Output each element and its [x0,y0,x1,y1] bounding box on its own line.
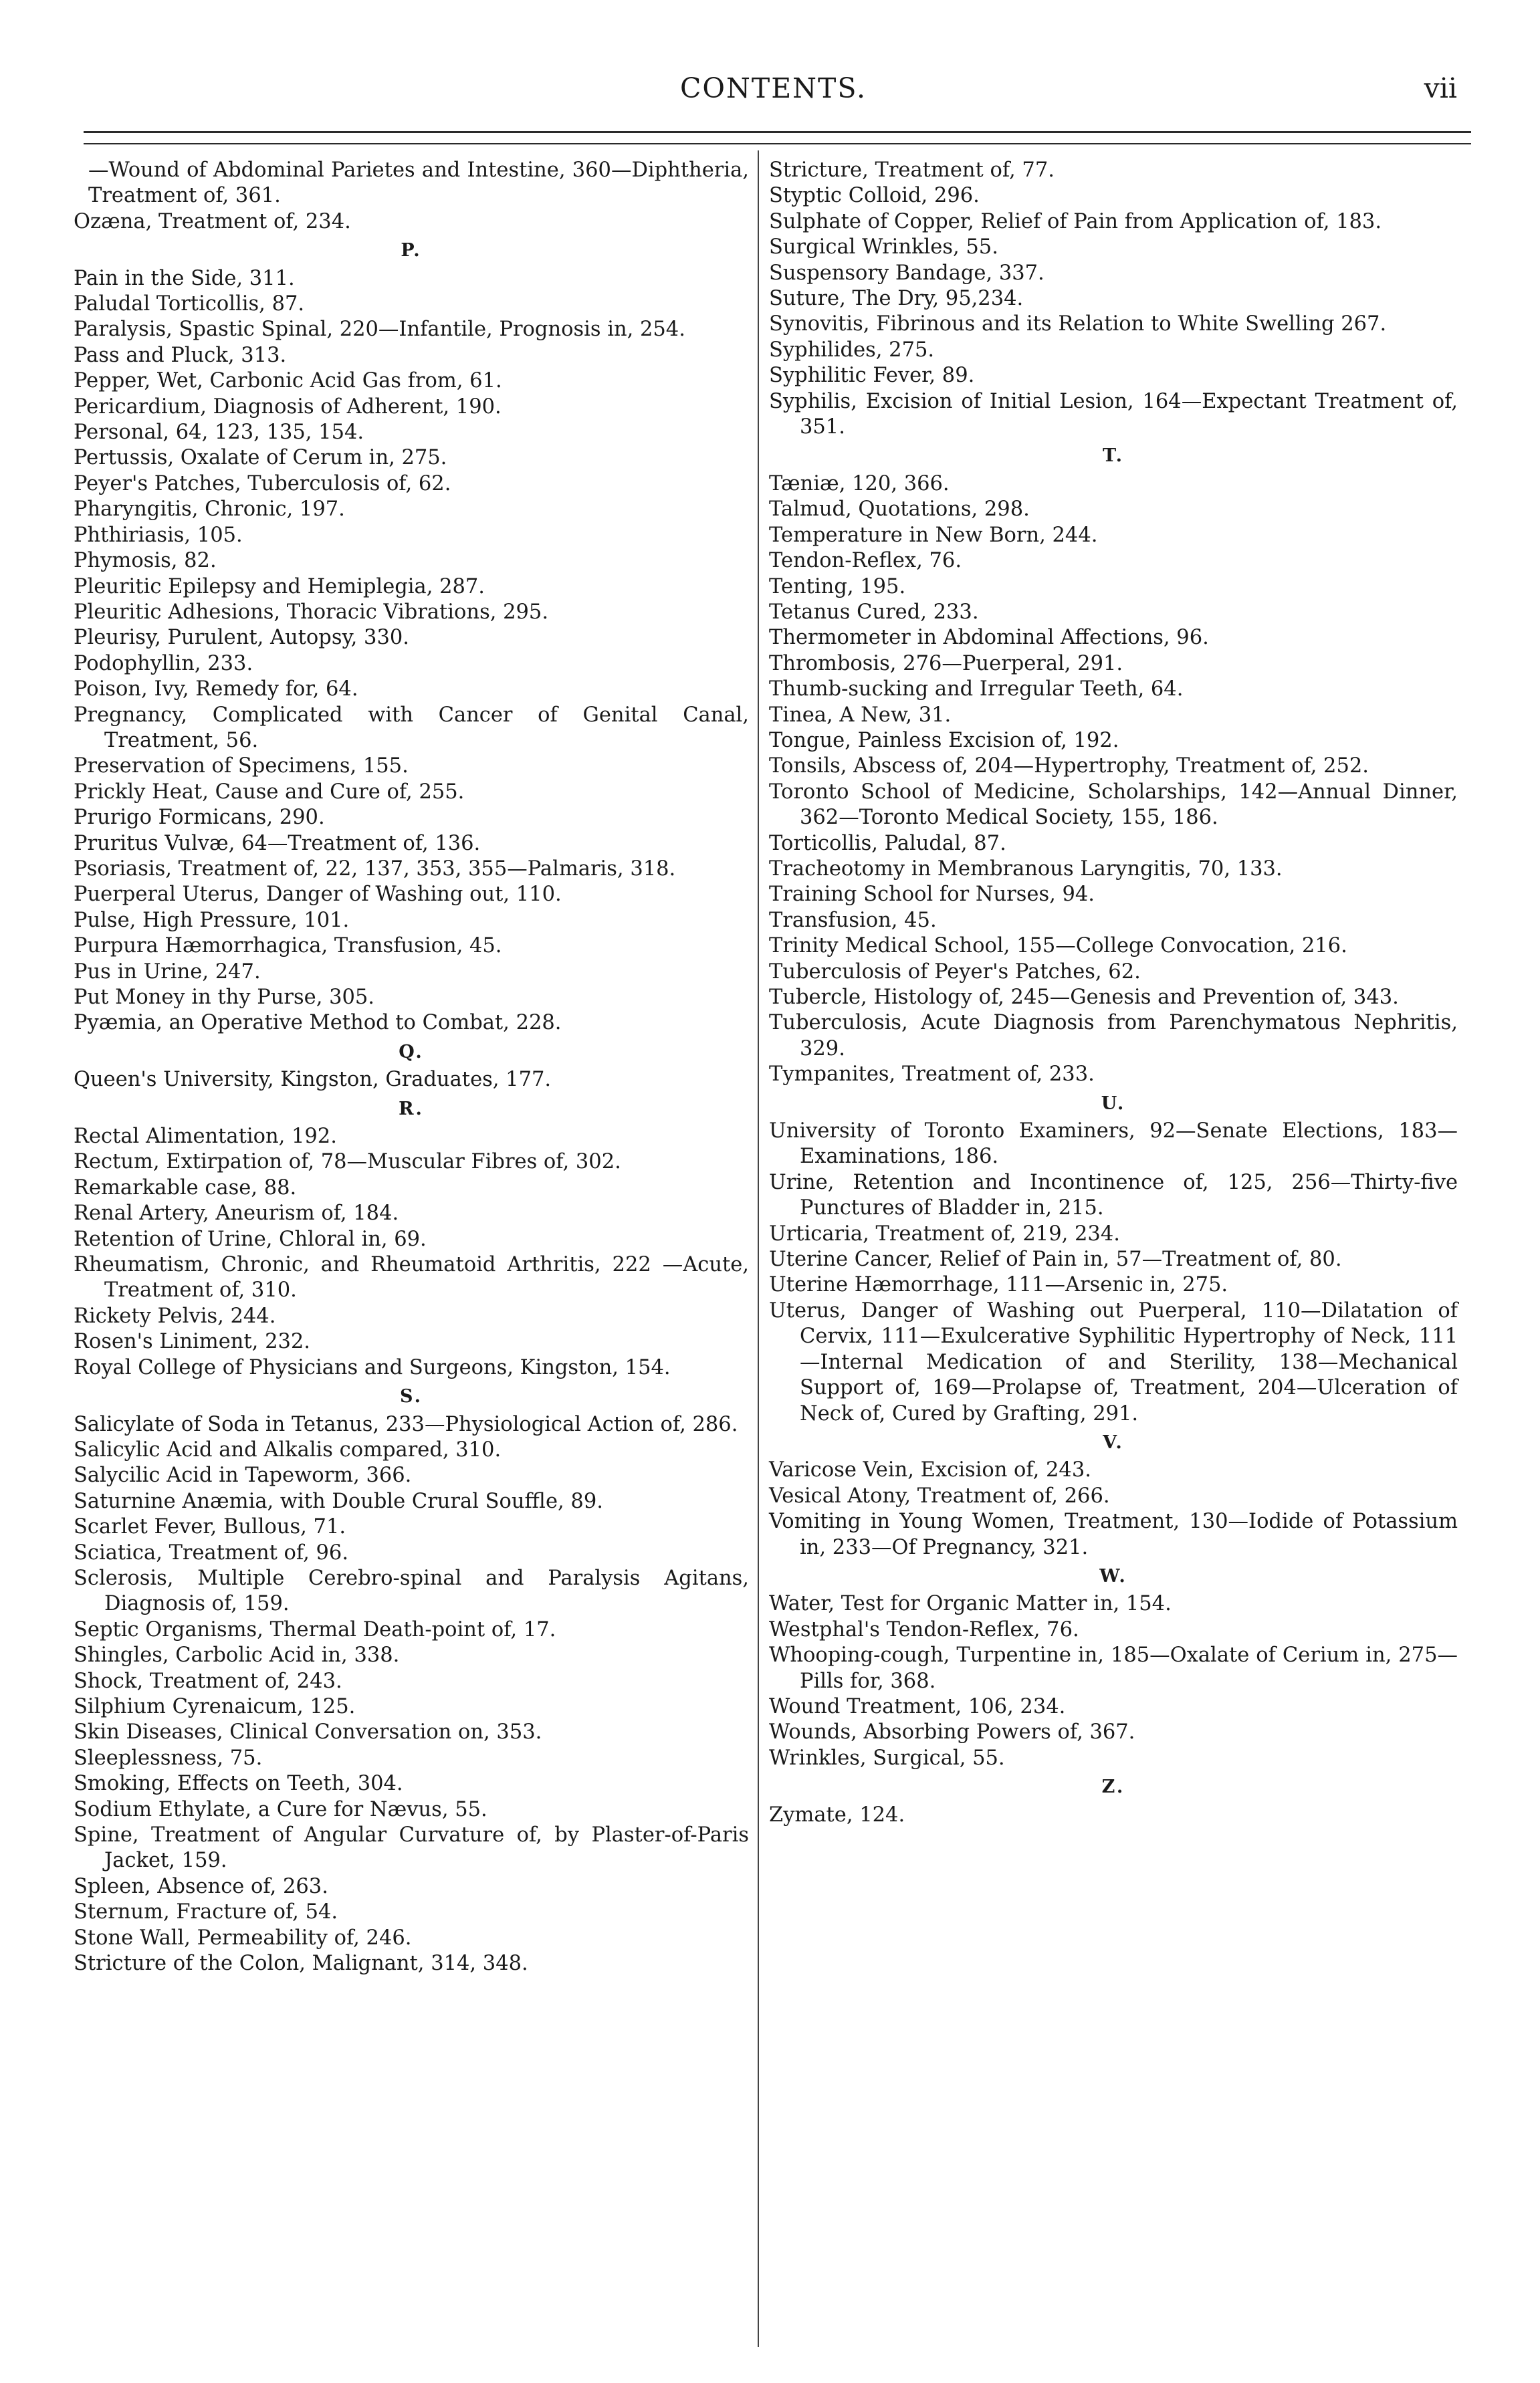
section-letter: S. [400,1386,423,1407]
index-entry: Spine, Treatment of Angular Curvature of, by Plaster-of-Paris Jacket, 159. [74,1823,749,1873]
index-entry: Poison, Ivy, Remedy for, 64. [74,677,358,701]
index-entry: Septic Organisms, Thermal Death-point of, 17. [74,1617,556,1641]
index-entry: Uterine Hæmorrhage, 111—Arsenic in, 275. [769,1273,1228,1297]
index-entry: Ozæna, Treatment of, 234. [74,209,351,233]
index-entry: Salicylate of Soda in Tetanus, 233—Physiological Action of, 286. [74,1412,738,1436]
index-entry: Spleen, Absence of, 263. [74,1874,328,1898]
running-head [80,67,1466,114]
index-entry: Temperature in New Born, 244. [769,523,1098,547]
index-entry: Purpura Hæmorrhagica, Transfusion, 45. [74,934,502,958]
index-entry: Thumb-sucking and Irregular Teeth, 64. [769,677,1184,701]
index-entry: Tendon-Reflex, 76. [769,549,962,573]
index-entry: Pericardium, Diagnosis of Adherent, 190. [74,394,502,419]
index-entry: Syphilis, Excision of Initial Lesion, 164—Expectant Treatment of, 351. [769,389,1458,439]
index-entry: Preservation of Specimens, 155. [74,754,409,778]
header-rule-thin [84,143,1471,144]
index-entry: Prickly Heat, Cause and Cure of, 255. [74,780,465,804]
index-entry: Rosen's Liniment, 232. [74,1330,310,1354]
index-entry: Training School for Nurses, 94. [769,883,1095,907]
index-entry: Pharyngitis, Chronic, 197. [74,497,345,522]
index-entry: Remarkable case, 88. [74,1175,297,1200]
index-entry: Pleuritic Adhesions, Thoracic Vibrations, 295. [74,600,549,624]
index-entry: Tympanites, Treatment of, 233. [769,1062,1095,1087]
index-entry: Prurigo Formicans, 290. [74,806,325,830]
index-entry: Pruritus Vulvæ, 64—Treatment of, 136. [74,831,481,855]
index-entry: Put Money in thy Purse, 305. [74,986,374,1009]
index-entry: Sleeplessness, 75. [74,1746,263,1770]
index-entry: Stone Wall, Permeability of, 246. [74,1926,412,1950]
index-entry: Renal Artery, Aneurism of, 184. [74,1202,399,1226]
index-entry: Shock, Treatment of, 243. [74,1669,342,1693]
index-entry: Styptic Colloid, 296. [769,184,980,208]
column-divider [758,150,759,2347]
index-entry: Urticaria, Treatment of, 219, 234. [769,1222,1120,1246]
index-entry: Shingles, Carbolic Acid in, 338. [74,1643,400,1668]
section-letter: T. [1102,445,1124,467]
index-entry: Wrinkles, Surgical, 55. [769,1746,1005,1770]
index-entry: Thermometer in Abdominal Affections, 96. [769,626,1209,650]
index-entry: Westphal's Tendon-Reflex, 76. [769,1617,1079,1641]
index-entry: Urine, Retention and Incontinence of, 125, 256—Thirty-five Punctures of Bladder in, 215. [769,1170,1458,1220]
index-entry: Pass and Pluck, 313. [74,343,287,367]
index-entry: Queen's University, Kingston, Graduates, 177. [74,1068,552,1092]
index-entry: Salycilic Acid in Tapeworm, 366. [74,1464,412,1488]
index-entry: Personal, 64, 123, 135, 154. [74,421,364,445]
index-entry: Sternum, Fracture of, 54. [74,1900,338,1924]
section-letter: Z. [1101,1777,1125,1798]
index-entry: Water, Test for Organic Matter in, 154. [769,1592,1172,1616]
index-entry: Vesical Atony, Treatment of, 266. [769,1484,1110,1508]
index-entry: Stricture, Treatment of, 77. [769,158,1055,182]
index-entry: Rectum, Extirpation of, 78—Muscular Fibres of, 302. [74,1150,621,1174]
index-entry: Trinity Medical School, 155—College Convocation, 216. [769,934,1347,958]
index-entry: Rheumatism, Chronic, and Rheumatoid Arthritis, 222 —Acute, Treatment of, 310. [74,1253,749,1302]
page-title: CONTENTS. [679,72,867,104]
index-entry: Whooping-cough, Turpentine in, 185—Oxalate of Cerium in, 275—Pills for, 368. [769,1643,1458,1693]
index-entry: Surgical Wrinkles, 55. [769,235,998,259]
index-entry: Sclerosis, Multiple Cerebro-spinal and Paralysis Agitans, Diagnosis of, 159. [74,1566,749,1616]
index-entry: Psoriasis, Treatment of, 22, 137, 353, 355—Palmaris, 318. [74,857,676,881]
index-entry: Puerperal Uterus, Danger of Washing out, 110. [74,883,562,907]
index-entry: Pyæmia, an Operative Method to Combat, 228. [74,1011,562,1035]
section-letter: P. [401,240,422,261]
index-entry: Pain in the Side, 311. [74,266,295,290]
index-entry: Saturnine Anæmia, with Double Crural Souffle, 89. [74,1489,603,1513]
section-letter: V. [1103,1432,1124,1453]
index-entry: Tæniæ, 120, 366. [769,471,950,495]
index-entry: Tonsils, Abscess of, 204—Hypertrophy, Treatment of, 252. [769,754,1369,778]
index-entry: Podophyllin, 233. [74,651,253,675]
index-entry: Smoking, Effects on Teeth, 304. [74,1772,403,1796]
index-entry: Pleuritic Epilepsy and Hemiplegia, 287. [74,574,485,598]
index-entry: Wound Treatment, 106, 234. [769,1694,1066,1718]
index-entry: Paludal Torticollis, 87. [74,292,305,316]
index-entry: Suture, The Dry, 95,234. [769,287,1024,311]
section-letter: R. [399,1098,424,1119]
index-entry: Paralysis, Spastic Spinal, 220—Infantile, Prognosis in, 254. [74,318,685,342]
index-entry: Talmud, Quotations, 298. [769,497,1030,522]
index-entry: Tenting, 195. [769,574,906,598]
index-entry: Tubercle, Histology of, 245—Genesis and Prevention of, 343. [769,986,1399,1009]
index-entry: Syphilitic Fever, 89. [769,364,975,388]
index-entry: Salicylic Acid and Alkalis compared, 310. [74,1438,502,1462]
index-entry: Suspensory Bandage, 337. [769,261,1044,285]
section-letter: Q. [399,1041,424,1062]
index-entry: Uterus, Danger of Washing out Puerperal, 110—Dilatation of Cervix, 111—Exulcerative Syphilitic Hypertrophy of Neck, 111—Internal Medication of and Sterility, 138—Mechanical Support of, 169—Prolapse of, Treatment, 204—Ulceration of Neck of, Cured by Grafting, 291. [769,1298,1458,1426]
index-entry: Tinea, A New, 31. [769,703,952,727]
index-entry: Skin Diseases, Clinical Conversation on, 353. [74,1720,542,1744]
page-number: vii [1424,72,1457,104]
index-entry: Synovitis, Fibrinous and its Relation to White Swelling 267. [769,312,1387,336]
section-letter: W. [1099,1565,1127,1587]
index-entry: Pulse, High Pressure, 101. [74,908,350,932]
index-entry: Uterine Cancer, Relief of Pain in, 57—Treatment of, 80. [769,1248,1342,1272]
index-entry: Toronto School of Medicine, Scholarships, 142—Annual Dinner, 362—Toronto Medical Society, 155, 186. [769,780,1458,830]
index-entry: Peyer's Patches, Tuberculosis of, 62. [74,471,451,495]
index-entry: Sulphate of Copper, Relief of Pain from Application of, 183. [769,209,1382,233]
index-entry: Wounds, Absorbing Powers of, 367. [769,1720,1135,1744]
index-entry: Pertussis, Oxalate of Cerum in, 275. [74,446,447,470]
index-entry: Royal College of Physicians and Surgeons, Kingston, 154. [74,1355,671,1379]
index-entry: Stricture of the Colon, Malignant, 314, 348. [74,1952,528,1976]
index-entry: Silphium Cyrenaicum, 125. [74,1694,356,1718]
index-column-left [74,158,749,1976]
index-entry: Pepper, Wet, Carbonic Acid Gas from, 61. [74,369,502,393]
index-entry: Tuberculosis, Acute Diagnosis from Parenchymatous Nephritis, 329. [769,1011,1458,1060]
index-column-right [769,158,1458,1828]
index-entry: Pregnancy, Complicated with Cancer of Genital Canal, Treatment, 56. [74,703,749,752]
index-entry: Sodium Ethylate, a Cure for Nævus, 55. [74,1797,487,1821]
index-entry: Pleurisy, Purulent, Autopsy, 330. [74,626,409,650]
index-entry: Retention of Urine, Chloral in, 69. [74,1227,427,1251]
index-entry: Sciatica, Treatment of, 96. [74,1541,349,1565]
index-entry: Tuberculosis of Peyer's Patches, 62. [769,959,1141,984]
index-entry: Tracheotomy in Membranous Laryngitis, 70, 133. [769,857,1283,881]
index-entry: Syphilides, 275. [769,338,935,362]
index-entry: Zymate, 124. [769,1803,905,1827]
index-entry: Rectal Alimentation, 192. [74,1125,337,1149]
index-entry: Rickety Pelvis, 244. [74,1304,276,1328]
index-entry: Phthiriasis, 105. [74,523,243,547]
index-entry: Vomiting in Young Women, Treatment, 130—Iodide of Potassium in, 233—Of Pregnancy, 321. [769,1510,1458,1559]
index-entry: Pus in Urine, 247. [74,959,261,984]
index-entry: Tetanus Cured, 233. [769,600,979,624]
index-entry: Varicose Vein, Excision of, 243. [769,1458,1091,1482]
index-entry: University of Toronto Examiners, 92—Senate Elections, 183—Examinations, 186. [769,1119,1458,1169]
header-rule-thick [84,131,1471,133]
index-entry-continued: —Wound of Abdominal Parietes and Intestine, 360—Diphtheria, Treatment of, 361. [88,158,749,208]
section-letter: U. [1101,1093,1126,1114]
index-entry: Tongue, Painless Excision of, 192. [769,728,1119,752]
index-entry: Torticollis, Paludal, 87. [769,831,1006,855]
index-entry: Thrombosis, 276—Puerperal, 291. [769,651,1123,675]
index-entry: Phymosis, 82. [74,549,217,573]
index-entry: Transfusion, 45. [769,908,937,932]
index-entry: Scarlet Fever, Bullous, 71. [74,1515,346,1539]
